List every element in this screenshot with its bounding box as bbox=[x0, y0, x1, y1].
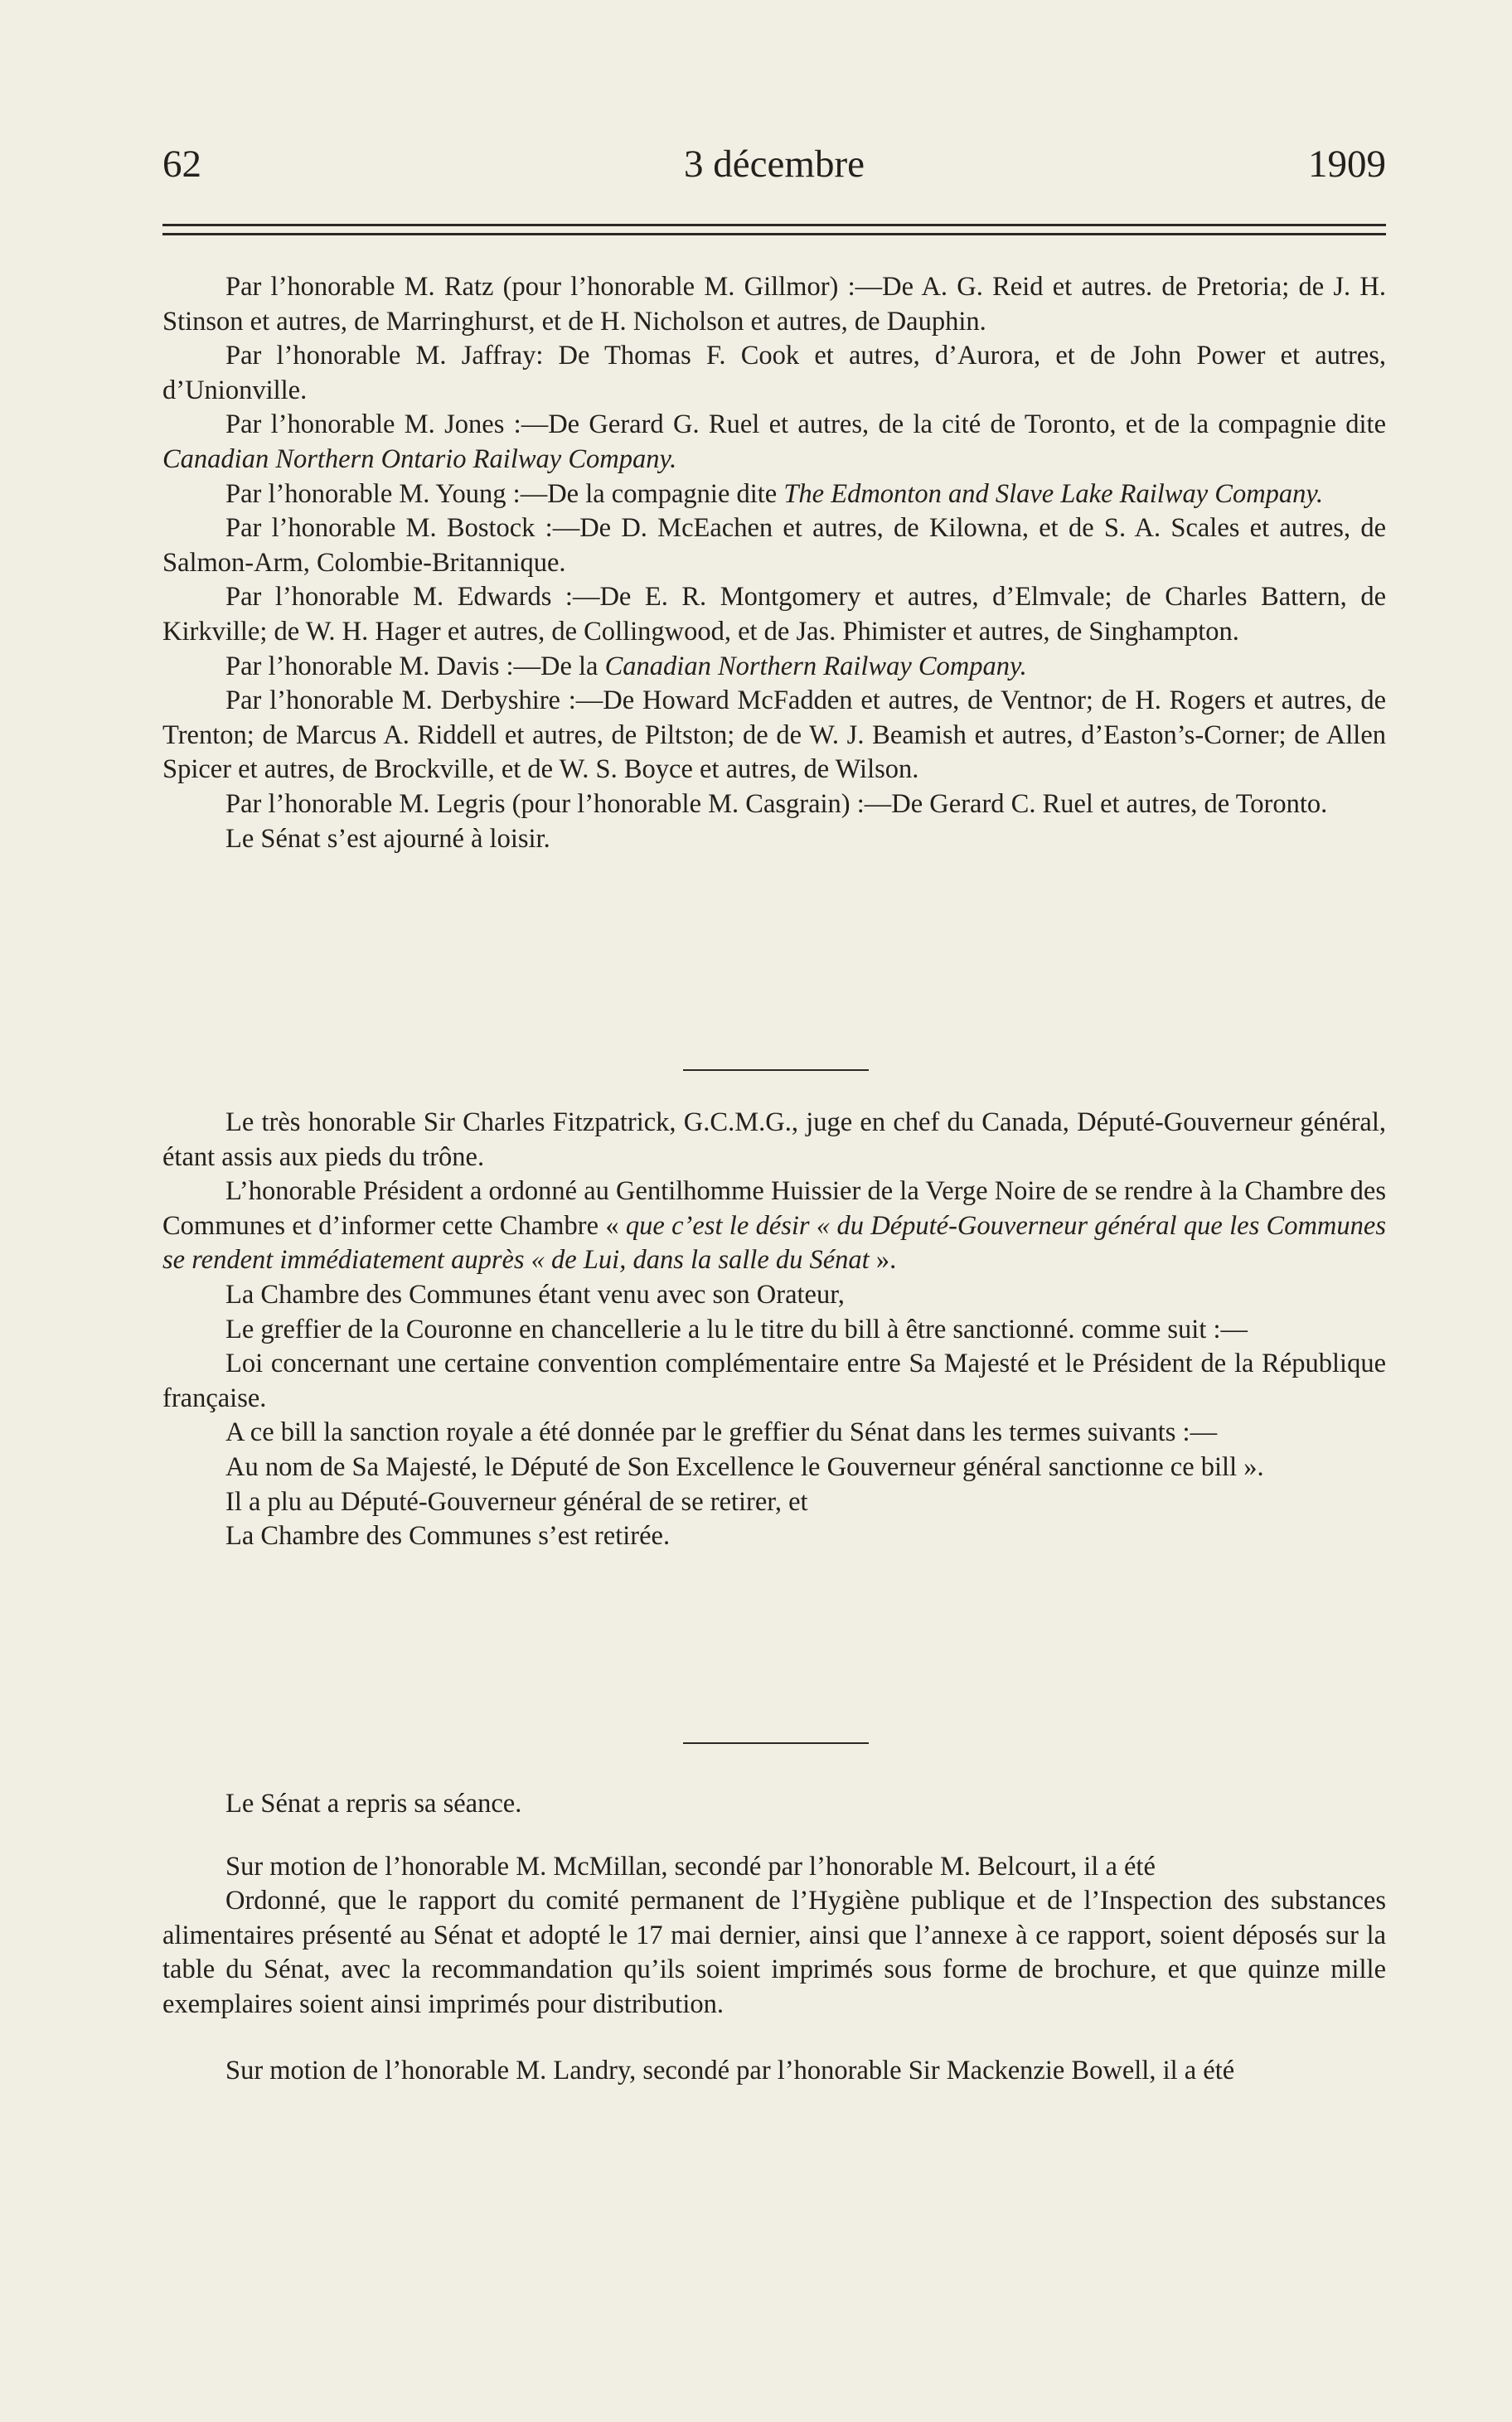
royal-assent-section bbox=[162, 1106, 1386, 1554]
page-header bbox=[162, 139, 1386, 189]
paragraph: Le très honorable Sir Charles Fitzpatrick, G.C.M.G., juge en chef du Canada, Député-Gouverneur général, étant assis aux pieds du trône. bbox=[162, 1107, 1386, 1172]
paragraph-text: L’honorable Président a ordonné au Gentilhomme Huissier de la Verge Noire de se rendre à la Chambre des Communes et d’informer cette Chambre « bbox=[162, 1176, 1386, 1241]
page-number: 62 bbox=[162, 143, 201, 186]
company-name: Canadian Northern Railway Company. bbox=[604, 651, 1027, 681]
paragraph-text: Par l’honorable M. Young :—De la compagnie dite bbox=[225, 478, 784, 509]
section-separator bbox=[683, 1069, 869, 1071]
paragraph-text: Par l’honorable M. Jones :—De Gerard G. Ruel et autres, de la cité de Toronto, et de la compagnie dite bbox=[225, 409, 1386, 440]
paragraph: Loi concernant une certaine convention complémentaire entre Sa Majesté et le Président de la République française. bbox=[162, 1349, 1386, 1413]
paragraph-text: ». bbox=[869, 1245, 897, 1276]
paragraph: Sur motion de l’honorable M. Landry, secondé par l’honorable Sir Mackenzie Bowell, il a été bbox=[225, 2055, 1235, 2085]
paragraph: Par l’honorable M. Legris (pour l’honorable M. Casgrain) :—De Gerard C. Ruel et autres, de Toronto. bbox=[225, 788, 1328, 819]
paragraph: Ordonné, que le rapport du comité permanent de l’Hygiène publique et de l’Inspection des substances alimentaires présenté au Sénat et adopté le 17 mai dernier, ainsi que l’annexe à ce rapport, soient déposés sur la table du Sénat, avec la recommandation qu’ils soient imprimés sous forme de brochure, et que quinze mille exemplaires soient ainsi imprimés pour distribution. bbox=[162, 1886, 1386, 2019]
paragraph: La Chambre des Communes s’est retirée. bbox=[225, 1521, 671, 1552]
company-name: The Edmonton and Slave Lake Railway Company. bbox=[783, 478, 1324, 509]
petitions-section bbox=[162, 270, 1386, 856]
paragraph bbox=[162, 650, 1386, 685]
paragraph bbox=[162, 477, 1386, 512]
section-separator bbox=[683, 1742, 869, 1744]
paragraph: Le Sénat a repris sa séance. bbox=[225, 1789, 522, 1819]
header-date: 3 décembre bbox=[684, 143, 865, 186]
quoted-message: que c’est le désir « du Député-Gouverneur général que les Communes se rendent immédiatement auprès « de Lui, dans la salle du Sénat bbox=[162, 1210, 1386, 1276]
paragraph: Par l’honorable M. Bostock :—De D. McEachen et autres, de Kilowna, et de S. A. Scales et autres, de Salmon-Arm, Colombie-Britannique. bbox=[162, 513, 1386, 578]
company-name: Canadian Northern Ontario Railway Company. bbox=[162, 443, 677, 474]
paragraph-text: Par l’honorable M. Davis :—De la bbox=[225, 651, 605, 681]
header-year: 1909 bbox=[1308, 143, 1386, 186]
header-double-rule bbox=[162, 224, 1386, 235]
paragraph: A ce bill la sanction royale a été donnée par le greffier du Sénat dans les termes suivants :— bbox=[225, 1417, 1218, 1448]
paragraph bbox=[162, 1175, 1386, 1278]
paragraph: Par l’honorable M. Ratz (pour l’honorable M. Gillmor) :—De A. G. Reid et autres. de Pretoria; de J. H. Stinson et autres, de Marringhurst, et de H. Nicholson et autres, de Dauphin. bbox=[162, 272, 1386, 337]
paragraph: Il a plu au Député-Gouverneur général de se retirer, et bbox=[225, 1486, 808, 1517]
paragraph: Au nom de Sa Majesté, le Député de Son Excellence le Gouverneur général sanctionne ce bill ». bbox=[225, 1451, 1264, 1482]
paragraph: La Chambre des Communes étant venu avec son Orateur, bbox=[225, 1279, 845, 1310]
paragraph: Le greffier de la Couronne en chancellerie a lu le titre du bill à être sanctionné. comme suit :— bbox=[225, 1314, 1248, 1344]
paragraph: Sur motion de l’honorable M. McMillan, secondé par l’honorable M. Belcourt, il a été bbox=[225, 1851, 1156, 1882]
paragraph: Par l’honorable M. Derbyshire :—De Howard McFadden et autres, de Ventnor; de H. Rogers et autres, de Trenton; de Marcus A. Riddell et autres, de Piltston; de de W. J. Beamish et autres, d’Easton’s-Corner; de Allen Spicer et autres, de Brockville, et de W. S. Boyce et autres, de Wilson. bbox=[162, 685, 1386, 785]
motions-section bbox=[162, 1787, 1386, 2088]
paragraph: Par l’honorable M. Jaffray: De Thomas F. Cook et autres, d’Aurora, et de John Power et autres, d’Unionville. bbox=[162, 341, 1386, 405]
paragraph bbox=[162, 408, 1386, 477]
paragraph: Le Sénat s’est ajourné à loisir. bbox=[225, 823, 550, 854]
paragraph: Par l’honorable M. Edwards :—De E. R. Montgomery et autres, d’Elmvale; de Charles Battern, de Kirkville; de W. H. Hager et autres, de Collingwood, et de Jas. Phimister et autres, de Singhampton. bbox=[162, 582, 1386, 647]
